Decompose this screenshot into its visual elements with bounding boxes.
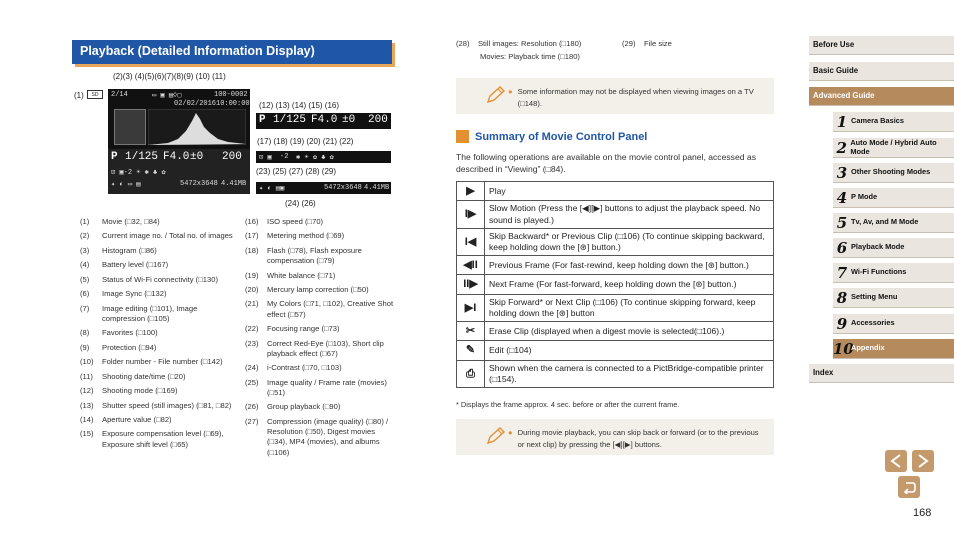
previous-frame-icon: ◀II bbox=[457, 256, 485, 275]
shooting-mode-icon-2: P bbox=[111, 151, 118, 163]
nav-chapter-8[interactable] bbox=[833, 288, 954, 308]
control-row bbox=[457, 275, 774, 294]
heading-square-icon bbox=[456, 130, 469, 143]
control-row bbox=[457, 341, 774, 360]
legend-item bbox=[80, 275, 240, 285]
control-row bbox=[457, 182, 774, 201]
arrow-left-icon bbox=[890, 454, 902, 468]
summary-intro: The following operations are available on the movie control panel, accessed as described in “Viewing” (□84). bbox=[456, 152, 757, 175]
control-description: Edit (□104) bbox=[485, 341, 774, 360]
bullet-icon: ● bbox=[508, 427, 513, 437]
legend-item-number: (17) bbox=[245, 231, 259, 241]
legend-item bbox=[80, 429, 240, 450]
next-frame-icon: II▶ bbox=[457, 275, 485, 294]
chapter-label: Accessories bbox=[851, 318, 895, 328]
legend-item bbox=[80, 304, 240, 325]
control-description: Skip Forward* or Next Clip (□106) (To continue skipping forward, keep holding down the [⊛] button bbox=[485, 294, 774, 321]
legend-right bbox=[245, 217, 395, 462]
legend-item-number: (5) bbox=[80, 274, 90, 284]
diagram-callouts-mid2: (17) (18) (19) (20) (21) (22) bbox=[257, 137, 354, 146]
legend-item-text: Status of Wi-Fi connectivity (□130) bbox=[102, 274, 218, 284]
file-size: 4.41MB bbox=[221, 180, 247, 188]
nav-chapter-3[interactable] bbox=[833, 163, 954, 183]
aperture-value: F4.0 bbox=[311, 114, 338, 126]
aperture-value-2: F4.0 bbox=[163, 151, 190, 163]
chapter-number: 3 bbox=[836, 163, 848, 182]
legend-item-text: Battery level (□167) bbox=[102, 260, 169, 270]
footnote: * Displays the frame approx. 4 sec. before or after the current frame. bbox=[456, 399, 680, 409]
legend-item bbox=[245, 324, 395, 334]
nav-index[interactable]: Index bbox=[809, 364, 954, 383]
chapter-number: 5 bbox=[836, 213, 848, 232]
legend-item-text: White balance (□71) bbox=[267, 270, 336, 280]
legend-item bbox=[80, 401, 240, 411]
nav-chapter-7[interactable] bbox=[833, 263, 954, 283]
page-number: 168 bbox=[913, 507, 932, 519]
control-description: Next Frame (For fast-forward, keep holding down the [⊛] button.) bbox=[485, 275, 774, 294]
legend-item bbox=[80, 289, 240, 299]
summary-title: Summary of Movie Control Panel bbox=[475, 130, 648, 143]
shooting-mode-icon: P bbox=[259, 114, 266, 126]
file-icons: ✦ ◐ ▤▣ bbox=[259, 185, 285, 193]
iso-speed-2: 200 bbox=[222, 151, 242, 163]
pencil-note-icon bbox=[486, 427, 506, 445]
legend-item-text: Image editing (□101), Image compression (□105) bbox=[102, 303, 198, 323]
legend-item bbox=[245, 271, 395, 281]
legend-item-text: Movie (□32, □84) bbox=[102, 217, 160, 226]
legend-item-text: Compression (image quality) (□80) / Resolution (□50), Digest movies (□34), MP4 (movies), and albums (□106) bbox=[267, 416, 389, 457]
effect-icons-row: ✦ ◐ ▭ ▤ bbox=[111, 181, 141, 189]
legend-item-number: (13) bbox=[80, 400, 94, 410]
summary-heading bbox=[456, 130, 774, 143]
legend-item bbox=[80, 231, 240, 241]
diagram-callout-left: (1) bbox=[74, 91, 84, 100]
control-row bbox=[457, 256, 774, 275]
legend-item-number: (10) bbox=[80, 357, 94, 367]
movie-control-table bbox=[456, 181, 774, 388]
return-arrow-icon bbox=[902, 480, 916, 494]
control-row bbox=[457, 228, 774, 255]
control-row bbox=[457, 201, 774, 228]
legend-item-text: Current image no. / Total no. of images bbox=[102, 231, 233, 241]
legend-item-number: (16) bbox=[245, 217, 259, 226]
legend-item-text: i-Contrast (□70, □103) bbox=[267, 363, 342, 373]
legend-item-number: (11) bbox=[80, 371, 93, 381]
legend-item-text: Shutter speed (still images) (□81, □82) bbox=[102, 400, 232, 410]
legend-item-text: Mercury lamp correction (□50) bbox=[267, 285, 369, 294]
legend-item-text: Protection (□94) bbox=[102, 342, 157, 352]
control-description: Skip Backward* or Previous Clip (□106) (To continue skipping backward, keep holding down the [⊛] button.) bbox=[485, 228, 774, 255]
skip-forward-icon: ▶I bbox=[457, 294, 485, 321]
arrow-right-icon bbox=[917, 454, 929, 468]
legend-item-text: Flash (□78), Flash exposure compensation (□79) bbox=[267, 245, 362, 266]
slow-motion-icon: I▶ bbox=[457, 201, 485, 228]
note-text-2: During movie playback, you can skip back or forward (or to the previous or next clip) by pressing the [◀][▶] buttons. bbox=[517, 427, 759, 450]
legend-item-number: (24) bbox=[245, 363, 259, 373]
nav-chapter-6[interactable] bbox=[833, 238, 954, 258]
diagram-callouts-top: (2)(3) (4)(5)(6)(7)(8)(9) (10) (11) bbox=[113, 72, 226, 81]
camera-screen-file bbox=[256, 182, 391, 194]
image-counter: 2/14 bbox=[111, 91, 128, 99]
legend-item-text: Metering method (□69) bbox=[267, 231, 345, 241]
nav-chapter-1[interactable] bbox=[833, 112, 954, 132]
legend-item-text: Focusing range (□73) bbox=[267, 324, 340, 334]
legend-item-text: Folder number - File number (□142) bbox=[102, 357, 223, 367]
nav-before-use[interactable]: Before Use bbox=[809, 36, 954, 55]
legend-item-number: (1) bbox=[80, 217, 90, 226]
section-title: Playback (Detailed Information Display) bbox=[72, 40, 392, 64]
resolution-size: 5472x3648 bbox=[180, 180, 218, 188]
legend-item bbox=[80, 357, 240, 367]
legend-item bbox=[80, 386, 240, 396]
legend-item-number: (4) bbox=[80, 260, 90, 270]
middle-column bbox=[456, 38, 774, 455]
legend-item bbox=[245, 417, 395, 458]
chapter-label: Tv, Av, and M Mode bbox=[851, 217, 919, 227]
legend-item-number: (23) bbox=[245, 338, 259, 348]
status-icons: ▭ ▣ ▤◊▢ bbox=[152, 92, 182, 100]
legend-item-text: Histogram (□86) bbox=[102, 245, 157, 255]
legend-item bbox=[80, 260, 240, 270]
camera-screen-exposure bbox=[256, 113, 391, 129]
control-description: Previous Frame (For fast-rewind, keep holding down the [⊛] button.) bbox=[485, 256, 774, 275]
legend-item-text: Shooting date/time (□20) bbox=[102, 371, 186, 381]
nav-chapter-10[interactable] bbox=[833, 339, 954, 359]
diagram-callouts-mid: (12) (13) (14) (15) (16) bbox=[259, 101, 340, 110]
legend-item-number: (12) bbox=[80, 386, 94, 396]
shooting-time: 10:00:00 bbox=[216, 100, 250, 108]
nav-chapter-4[interactable] bbox=[833, 188, 954, 208]
legend-item-number: (21) bbox=[245, 299, 259, 309]
edit-icon: ✎ bbox=[457, 341, 485, 360]
play-icon: ▶ bbox=[457, 182, 485, 201]
contrast-value: -2 bbox=[280, 153, 289, 161]
legend-item bbox=[80, 372, 240, 382]
note-box-2 bbox=[456, 419, 774, 455]
legend-item bbox=[80, 217, 240, 227]
item-28-num: (28) bbox=[456, 39, 470, 48]
iso-speed: 200 bbox=[368, 114, 388, 126]
legend-item-number: (14) bbox=[80, 414, 94, 424]
flash-wb-icons: ✱ ☀ ✿ ♣ ✿ bbox=[296, 154, 334, 162]
chapter-label: Playback Mode bbox=[851, 242, 905, 252]
nav-chapter-2[interactable] bbox=[833, 138, 954, 158]
diagram-callouts-bottom1: (23) (25) (27) (28) (29) bbox=[256, 167, 337, 176]
file-size-2: 4.41MB bbox=[364, 184, 390, 192]
settings-icons: ⊡ ▣ bbox=[259, 154, 272, 162]
legend-item bbox=[245, 402, 395, 412]
legend-item-number: (9) bbox=[80, 342, 90, 352]
chapter-number: 1 bbox=[836, 112, 848, 131]
legend-item-number: (20) bbox=[245, 285, 259, 294]
nav-basic-guide[interactable]: Basic Guide bbox=[809, 62, 954, 81]
chapter-number: 2 bbox=[836, 138, 847, 157]
diagram-callouts-bottom2: (24) (26) bbox=[285, 199, 316, 208]
resolution-note bbox=[456, 38, 774, 64]
legend-item-text: Exposure compensation level (□69), Exposure shift level (□65) bbox=[102, 429, 224, 449]
resolution-size-2: 5472x3648 bbox=[324, 184, 362, 192]
camera-screen-settings bbox=[256, 151, 391, 163]
legend-item-text: Aperture value (□82) bbox=[102, 414, 172, 424]
item-28-line2: Movies: Playback time (□180) bbox=[480, 51, 580, 61]
legend-item bbox=[245, 339, 395, 360]
shooting-date: 02/02/2016 bbox=[174, 100, 217, 108]
legend-item bbox=[80, 246, 240, 256]
camera-screen-full bbox=[108, 89, 250, 149]
next-page-button[interactable] bbox=[912, 450, 934, 472]
legend-item-number: (15) bbox=[80, 429, 94, 439]
chapter-label: Setting Menu bbox=[851, 292, 898, 302]
legend-item bbox=[245, 299, 395, 320]
legend-item-number: (2) bbox=[80, 231, 90, 241]
legend-item-text: Shooting mode (□169) bbox=[102, 386, 178, 396]
camera-screen-main bbox=[108, 149, 250, 194]
pencil-note-icon bbox=[486, 86, 506, 104]
legend-item bbox=[245, 285, 395, 295]
legend-item bbox=[245, 231, 395, 241]
exposure-compensation-2: ±0 bbox=[190, 151, 204, 163]
folder-file-number: 100-0002 bbox=[214, 91, 248, 99]
exposure-compensation: ±0 bbox=[342, 114, 356, 126]
note-text-1: Some information may not be displayed when viewing images on a TV (□148). bbox=[517, 87, 754, 109]
chapter-number: 4 bbox=[836, 188, 848, 207]
movie-icon: SD bbox=[87, 90, 103, 99]
control-description: Shown when the camera is connected to a PictBridge-compatible printer (□154). bbox=[485, 360, 774, 387]
legend-item bbox=[80, 328, 240, 338]
legend-item-text: Image Sync (□132) bbox=[102, 289, 167, 299]
legend-item-number: (27) bbox=[245, 416, 259, 426]
control-description: Erase Clip (displayed when a digest movie is selected(□106).) bbox=[485, 321, 774, 340]
bullet-icon: ● bbox=[508, 87, 513, 96]
legend-item bbox=[245, 246, 395, 267]
previous-page-button[interactable] bbox=[885, 450, 907, 472]
chapter-number: 8 bbox=[836, 288, 848, 307]
legend-left bbox=[80, 217, 240, 454]
legend-item bbox=[80, 343, 240, 353]
control-row bbox=[457, 321, 774, 340]
chapter-number: 10 bbox=[833, 339, 854, 358]
control-description: Play bbox=[485, 182, 774, 201]
legend-item-number: (22) bbox=[245, 324, 259, 334]
chapter-label: Other Shooting Modes bbox=[851, 167, 931, 177]
legend-item-number: (3) bbox=[80, 245, 90, 255]
nav-chapter-5[interactable] bbox=[833, 213, 954, 233]
legend-item-number: (6) bbox=[80, 289, 90, 299]
legend-item bbox=[245, 217, 395, 227]
legend-item-text: Group playback (□90) bbox=[267, 402, 341, 412]
print-icon: ⎙ bbox=[457, 360, 485, 387]
shutter-speed: 1/125 bbox=[273, 114, 307, 126]
legend-item-number: (7) bbox=[80, 303, 90, 313]
shutter-speed-2: 1/125 bbox=[125, 151, 159, 163]
erase-clip-icon: ✂ bbox=[457, 321, 485, 340]
chapter-label: Camera Basics bbox=[851, 116, 905, 126]
settings-icons-row: ⊡ ▣-2 ☀ ✱ ♣ ✿ bbox=[111, 169, 166, 177]
legend-item bbox=[245, 363, 395, 373]
legend-item bbox=[80, 415, 240, 425]
chapter-label: Appendix bbox=[851, 343, 885, 353]
legend-item-number: (26) bbox=[245, 402, 259, 412]
chapter-label: Auto Mode / Hybrid Auto Mode bbox=[850, 138, 937, 156]
legend-item-text: My Colors (□71, □102), Creative Shot effect (□57) bbox=[267, 299, 394, 319]
control-row bbox=[457, 294, 774, 321]
chapter-number: 9 bbox=[836, 314, 848, 333]
nav-chapter-9[interactable] bbox=[833, 314, 954, 334]
histogram bbox=[148, 109, 246, 145]
chapter-label: P Mode bbox=[851, 192, 878, 202]
skip-backward-icon: I◀ bbox=[457, 228, 485, 255]
chapter-label: Wi-Fi Functions bbox=[851, 267, 907, 277]
control-description: Slow Motion (Press the [◀][▶] buttons to adjust the playback speed. No sound is played.) bbox=[485, 201, 774, 228]
legend-item-number: (8) bbox=[80, 328, 90, 338]
note-box-1 bbox=[456, 78, 774, 114]
control-row bbox=[457, 360, 774, 387]
return-button[interactable] bbox=[898, 476, 920, 498]
item-29-num: (29) bbox=[622, 39, 636, 48]
nav-advanced-guide[interactable]: Advanced Guide bbox=[809, 87, 954, 106]
legend-item-text: Correct Red-Eye (□103), Short clip playback effect (□67) bbox=[267, 338, 384, 358]
chapter-number: 7 bbox=[836, 263, 848, 282]
legend-item bbox=[245, 378, 395, 399]
detailed-info-diagram bbox=[74, 70, 398, 210]
legend-item-text: ISO speed (□70) bbox=[267, 217, 324, 226]
item-28-line1: Still images: Resolution (□180) bbox=[477, 39, 582, 48]
legend-item-text: Favorites (□100) bbox=[102, 328, 158, 338]
legend-item-number: (19) bbox=[245, 270, 259, 280]
thumbnail-image bbox=[114, 109, 146, 145]
legend-item-text: Image quality / Frame rate (movies) (□51) bbox=[267, 377, 387, 397]
legend-item-number: (25) bbox=[245, 377, 259, 387]
chapter-number: 6 bbox=[836, 238, 848, 257]
legend-item-number: (18) bbox=[245, 245, 259, 255]
item-29-text: File size bbox=[643, 39, 672, 48]
